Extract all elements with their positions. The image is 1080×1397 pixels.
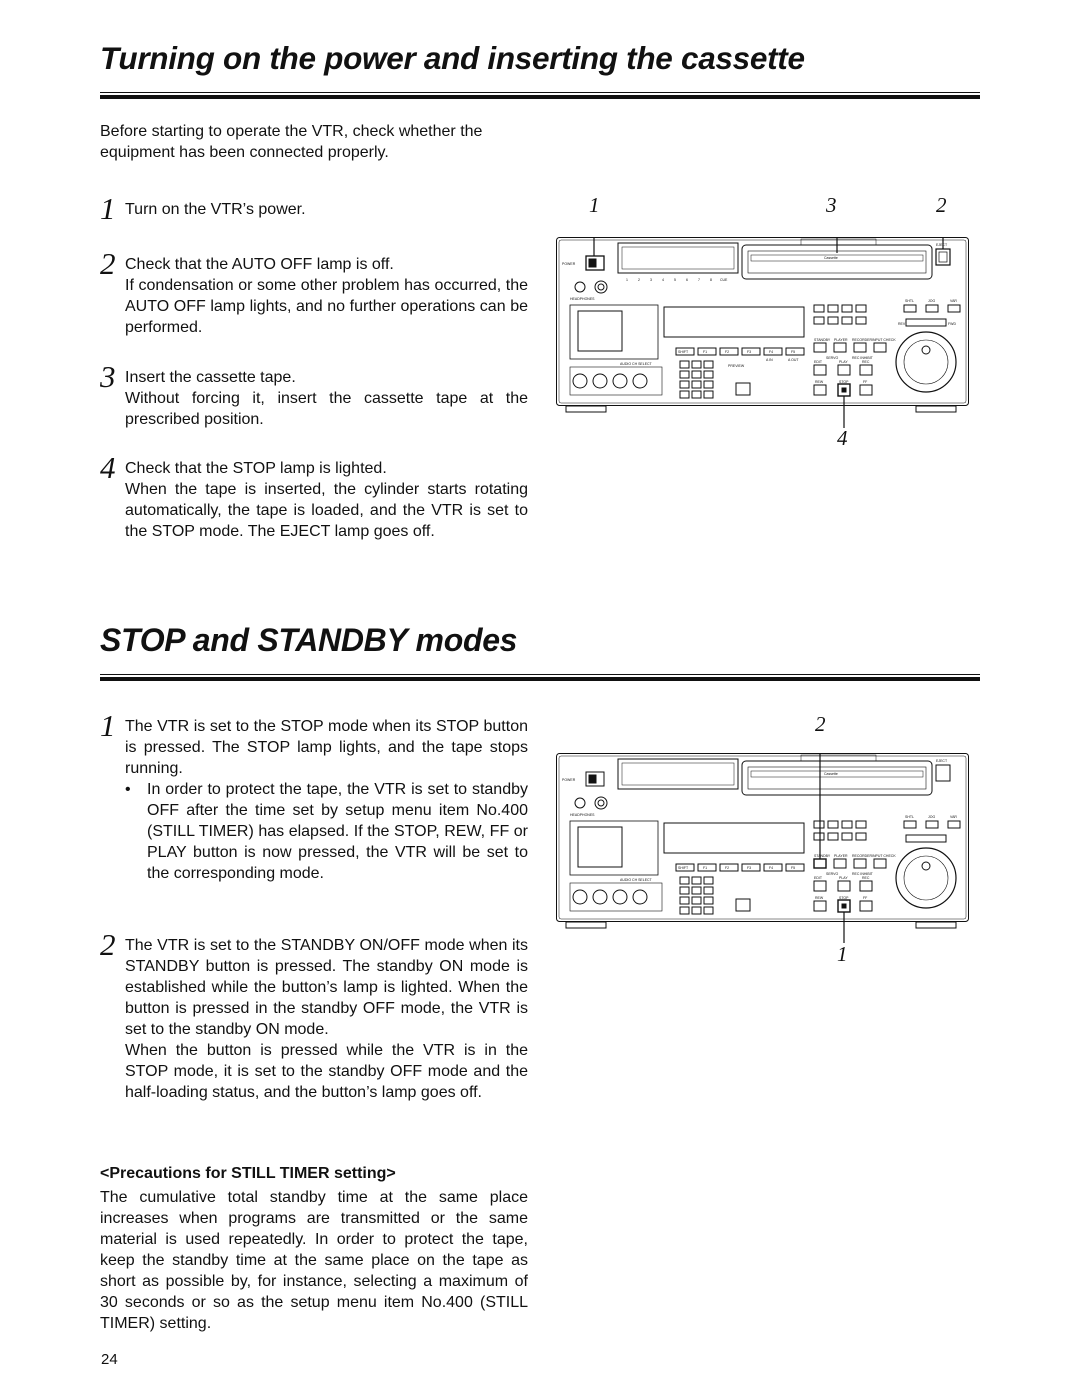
- rew-label: REW: [815, 896, 824, 900]
- stop-step-2: [100, 927, 528, 1103]
- step-text: Check that the STOP lamp is lighted.: [125, 460, 387, 477]
- f-key-f1: F1: [703, 350, 708, 354]
- stop-step-1: [100, 708, 528, 884]
- input-check-label: INPUT CHECK: [872, 854, 896, 858]
- player-label: PLAYER: [834, 854, 848, 858]
- vtr-panel-drawing: [556, 237, 974, 432]
- f-key-f5: F5: [791, 866, 796, 870]
- ff-label: FF: [863, 896, 868, 900]
- play-label: PLAY: [839, 360, 848, 364]
- servo-label: SERVO: [826, 356, 839, 360]
- audio-ch-select-label: AUDIO CH SELECT: [620, 878, 652, 882]
- ch-6: 6: [686, 278, 688, 282]
- callout-4: 4: [837, 426, 848, 450]
- step-text: Turn on the VTR’s power.: [125, 201, 306, 218]
- standby-label: STANDBY: [814, 854, 831, 858]
- step-2: [100, 246, 528, 338]
- f-key-shift: SHIFT: [678, 866, 689, 870]
- section-title-power-cassette: Turning on the power and inserting the cassette: [100, 40, 805, 76]
- step-text: Check that the AUTO OFF lamp is off.: [125, 256, 394, 273]
- a-in-label: A IN: [766, 358, 773, 362]
- f-key-f1: F1: [703, 866, 708, 870]
- edit-label: EDIT: [814, 876, 822, 880]
- step-3: [100, 359, 528, 430]
- stop-label: STOP: [839, 896, 849, 900]
- servo-label: SERVO: [826, 872, 839, 876]
- preview-label: PREVIEW: [728, 364, 745, 368]
- recorder-label: RECORDER: [852, 854, 873, 858]
- headphones-label: HEADPHONES: [570, 297, 595, 301]
- title-rule: [100, 674, 980, 681]
- cassette-label: Cassette: [824, 772, 838, 776]
- power-label: POWER: [562, 778, 576, 782]
- intro-paragraph: Before starting to operate the VTR, check whether the equipment has been connected properly.: [100, 123, 483, 161]
- recorder-label: RECORDER: [852, 338, 873, 342]
- var-label: VAR: [950, 299, 957, 303]
- bullet-dot: •: [125, 781, 131, 798]
- cassette-label: Cassette: [824, 256, 838, 260]
- callout-1: 1: [589, 193, 600, 217]
- callout-1: 1: [837, 942, 848, 966]
- eject-label: EJECT: [936, 759, 948, 763]
- ch-4: 4: [662, 278, 664, 282]
- rec-inhibit-label: REC INHIBIT: [852, 872, 873, 876]
- callout-2: 2: [815, 712, 826, 736]
- ch-1: 1: [626, 278, 628, 282]
- callout-2: 2: [936, 193, 947, 217]
- f-key-f3: F3: [747, 350, 752, 354]
- a-out-label: A OUT: [788, 358, 799, 362]
- precautions-text: The cumulative total standby time at the same place increases when programs are transmitted or the same material is used repeatedly. In order to protect the tape, keep the standby time at the same place on the tape as short as possible by, for instance, selecting a maximum of 30 seconds or so as the setup menu item No.400 (STILL TIMER) setting.: [100, 1189, 528, 1332]
- step-text: The VTR is set to the STOP mode when its STOP button is pressed. The STOP lamp lights, and the tape stops running.: [125, 718, 528, 777]
- page-number: 24: [101, 1351, 118, 1368]
- vtr-front-panel-figure-1: [556, 237, 974, 432]
- f-key-f4: F4: [769, 350, 774, 354]
- title-rule: [100, 92, 980, 99]
- step-number: 4: [100, 450, 116, 485]
- f-key-f4: F4: [769, 866, 774, 870]
- step-number: 2: [100, 927, 116, 962]
- jog-label: JOG: [928, 815, 936, 819]
- precautions-heading: <Precautions for STILL TIMER setting>: [100, 1165, 396, 1182]
- f-key-f2: F2: [725, 350, 730, 354]
- edit-label: EDIT: [814, 360, 822, 364]
- ch-2: 2: [638, 278, 640, 282]
- rec-label: REC: [862, 876, 870, 880]
- fwd-label: FWD: [948, 322, 956, 326]
- f-key-shift: SHIFT: [678, 350, 689, 354]
- rec-inhibit-label: REC INHIBIT: [852, 356, 873, 360]
- step-detail: If condensation or some other problem has occurred, the AUTO OFF lamp lights, and no further operations can be performed.: [125, 277, 528, 336]
- ch-8: 8: [710, 278, 712, 282]
- step-number: 1: [100, 191, 116, 226]
- f-key-f5: F5: [791, 350, 796, 354]
- power-label: POWER: [562, 262, 576, 266]
- audio-ch-select-label: AUDIO CH SELECT: [620, 362, 652, 366]
- bullet-text: In order to protect the tape, the VTR is set to standby OFF after the time set by setup menu item No.400 (STILL TIMER) has elapsed. If the STOP, REW, FF or PLAY button is now pressed, the VTR will be set to the corresponding mode.: [147, 781, 528, 882]
- shtl-label: SHTL: [905, 815, 914, 819]
- ch-7: 7: [698, 278, 700, 282]
- step-detail: When the button is pressed while the VTR is in the STOP mode, it is set to the standby OFF mode and the half-loading status, and the button’s lamp goes off.: [125, 1042, 528, 1101]
- step-1: [100, 191, 528, 226]
- play-label: PLAY: [839, 876, 848, 880]
- step-detail: When the tape is inserted, the cylinder starts rotating automatically, the tape is loaded, and the VTR is set to the STOP mode. The EJECT lamp goes off.: [125, 481, 528, 540]
- step-number: 2: [100, 246, 116, 281]
- section-title-stop-standby: STOP and STANDBY modes: [100, 622, 518, 658]
- vtr-panel-drawing: [556, 753, 974, 948]
- rev-label: REV: [898, 322, 906, 326]
- step-detail: Without forcing it, insert the cassette tape at the prescribed position.: [125, 390, 528, 428]
- standby-label: STANDBY: [814, 338, 831, 342]
- headphones-label: HEADPHONES: [570, 813, 595, 817]
- step-number: 3: [100, 359, 116, 394]
- ch-5: 5: [674, 278, 676, 282]
- callout-3: 3: [826, 193, 837, 217]
- input-check-label: INPUT CHECK: [872, 338, 896, 342]
- ff-label: FF: [863, 380, 868, 384]
- rew-label: REW: [815, 380, 824, 384]
- step-text: The VTR is set to the STANDBY ON/OFF mode when its STANDBY button is pressed. The standby ON mode is established while the button’s lamp is lighted. When the button is pressed in the standby OFF mode, the VTR is set to the standby ON mode.: [125, 937, 528, 1038]
- step-text: Insert the cassette tape.: [125, 369, 296, 386]
- jog-label: JOG: [928, 299, 936, 303]
- ch-cue: CUE: [720, 278, 728, 282]
- f-key-f2: F2: [725, 866, 730, 870]
- ch-3: 3: [650, 278, 652, 282]
- step-number: 1: [100, 708, 116, 743]
- rec-label: REC: [862, 360, 870, 364]
- shtl-label: SHTL: [905, 299, 914, 303]
- step-4: [100, 450, 528, 542]
- player-label: PLAYER: [834, 338, 848, 342]
- stop-label: STOP: [839, 380, 849, 384]
- f-key-f3: F3: [747, 866, 752, 870]
- bullet-item: [125, 779, 528, 884]
- var-label: VAR: [950, 815, 957, 819]
- vtr-front-panel-figure-2: [556, 753, 974, 948]
- eject-label: EJECT: [936, 243, 948, 247]
